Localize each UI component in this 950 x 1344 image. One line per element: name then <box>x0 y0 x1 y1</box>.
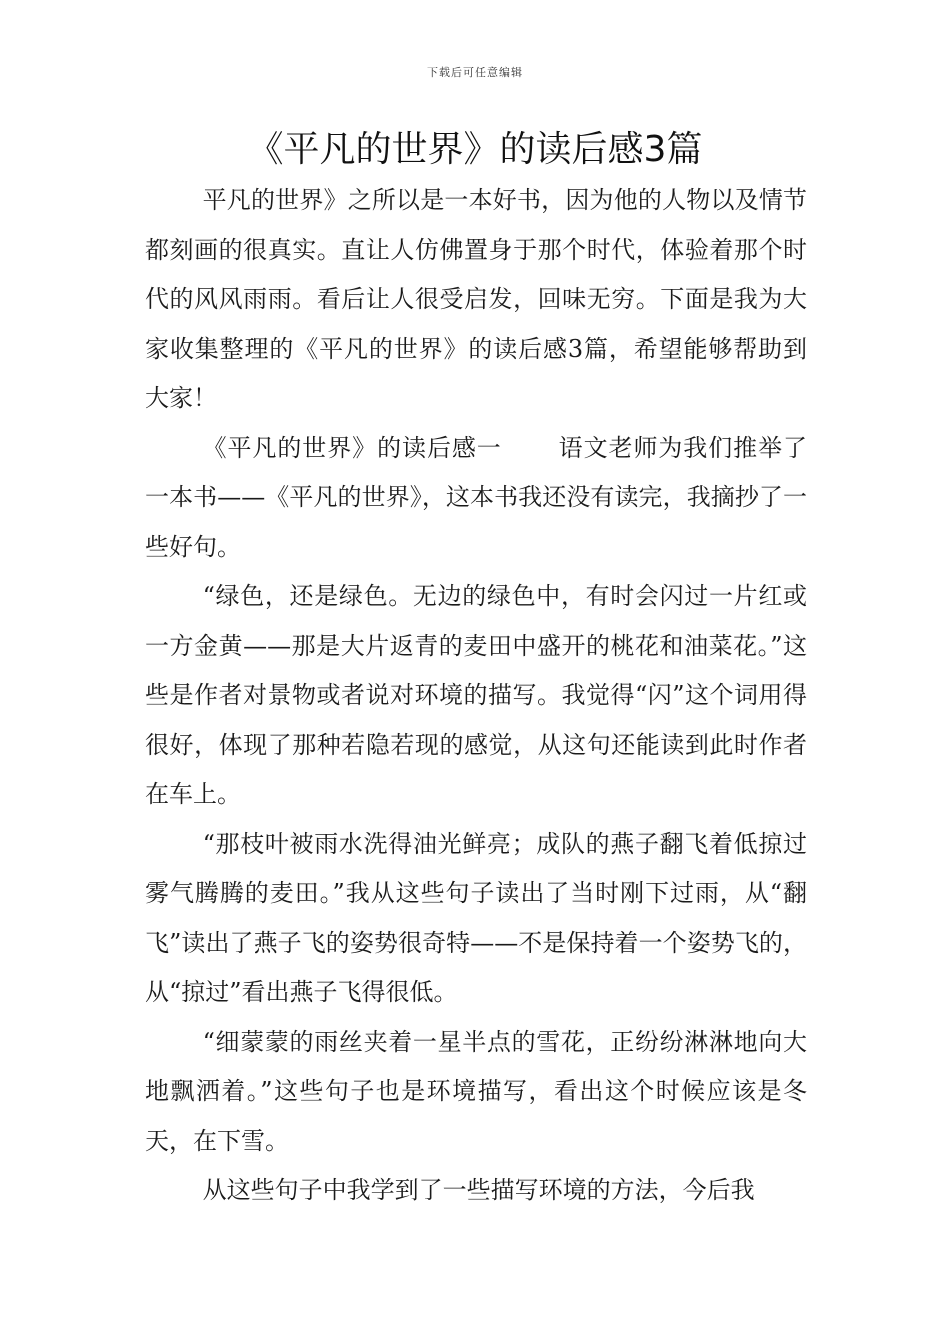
paragraph-5: 从这些句子中我学到了一些描写环境的方法，今后我 <box>202 1176 755 1204</box>
document-body <box>145 176 807 1216</box>
section1-heading: 《平凡的世界》的读后感一 <box>202 433 502 462</box>
section1-paragraph <box>145 424 807 573</box>
paragraph-4: “细蒙蒙的雨丝夹着一星半点的雪花，正纷纷淋淋地向大地飘洒着。”这些句子也是环境描写，看出这个时候应该是冬天，在下雪。 <box>145 1027 807 1155</box>
intro-paragraph: 平凡的世界》之所以是一本好书，因为他的人物以及情节都刻画的很真实。直让人仿佛置身于那个时代，体验着那个时代的风风雨雨。看后让人很受启发，回味无穷。下面是我为大家收集整理的《平凡的世界》的读后感3篇，希望能够帮助到大家！ <box>145 186 807 412</box>
header-note: 下载后可任意编辑 <box>427 66 523 79</box>
document-title: 《平凡的世界》的读后感3篇 <box>247 129 703 170</box>
paragraph-3: “那枝叶被雨水洗得油光鲜亮；成队的燕子翻飞着低掠过雾气腾腾的麦田。”我从这些句子读出了当时刚下过雨，从“翻飞”读出了燕子飞的姿势很奇特——不是保持着一个姿势飞的，从“掠过”看出燕子飞得很低。 <box>145 829 807 1006</box>
section1-text: 语文老师为我们推举了一本书——《平凡的世界》，这本书我还没有读完，我摘抄了一些好句。 <box>145 433 808 561</box>
paragraph-2: “绿色，还是绿色。无边的绿色中，有时会闪过一片红或一方金黄——那是大片返青的麦田中盛开的桃花和油菜花。”这些是作者对景物或者说对环境的描写。我觉得“闪”这个词用得很好，体现了那种若隐若现的感觉，从这句还能读到此时作者在车上。 <box>145 582 807 808</box>
